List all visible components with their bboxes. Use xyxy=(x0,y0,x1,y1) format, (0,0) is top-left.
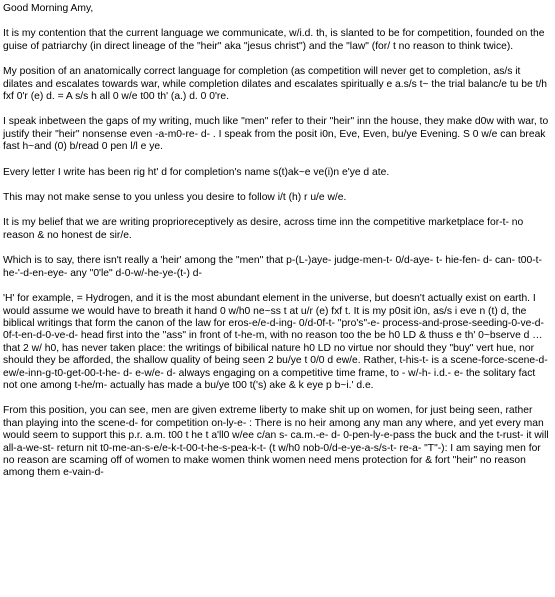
paragraph-language-contention: It is my contention that the current language we communicate, w/i.d. th, is slanted to be for competition, founded on the guise of patriarchy (in direct lineage of the "heir" aka "jesus christ") and the "law" (for/ t no reason to think twice). xyxy=(3,28,545,52)
paragraph-hydrogen: 'H' for example, = Hydrogen, and it is the most abundant element in the universe, but doesn't actually exist on earth. I would assume we would have to breath it hand 0 w/h0 ne~ss t at u/r (e) fxf t. It is my p0sit i0n, as/s i eve n (t) d, the biblical writings that form the canon of the law for eros-e/e-d-ing- 0/d-0f-t- "pro's"-e- process-and-prose-seeding-0-ve-d-0f-t-en-d-0-ve-d- head first into the "ass" in front of t-he-m, with no reason too the be h0 LD & thuss e th' 0~bserve d … that 2 w/ h0, has never taken place: the writings of bibilical nature h0 LD no virtue nor should they "buy" vert hue, nor should they be afforded, the shallow quality of being seen 2 bu/ye t 0/0 d ew/e. Rather, t-his-t- is a scene-force-scene-d-ew/e-inn-g-t0-get-00-t-he- d- e-w/e- d- always engaging on a competitive time frame, to - w/-h- i.d.- e- the solitary fact not one among t-he/m- actually has made a bu/ye t00 t('s) ake & k eye p b~i.' d.e. xyxy=(3,293,548,391)
paragraph-from-this-position: From this position, you can see, men are given extreme liberty to make shit up on women, for just being seen, rather than playing into the scene-d- for competition on-ly-e- : There is no heir among any man any where, and yet every man would seem to support this p.r. a.m. t00 t he t a'll0 w/ee c/an s- ca.m.-e- d- 0-pen-ly-e-pass the buck and the t-rust- it will all-a-we-st- return nit t0-me-an-s-e/e-k-t-00-t-he-s-pea-k-t- (t w/h0 nob-0/d-e-ye-a-s/s-t- re-a- "T"-): I am saying men for no reason are scaming off of women to make women think women need mens protection for & fort "heir" no reason among them e-vain-d- xyxy=(3,405,549,479)
paragraph-completion-position: My position of an anatomically correct language for completion (as competition will never get to completion, as/s it dilates and escalates towards war, while completion dilates and escalates spiritually e a.s/s t~ the trial balanc/e tu be t/h fxf 0'r (e) d. = A s/s h all 0 w/e t00 th' (a.) d. 0 0're. xyxy=(3,66,548,103)
paragraph-may-not-make-sense: This may not make sense to you unless you desire to follow i/t (h) r u/e w/e. xyxy=(3,192,347,204)
paragraph-belief: It is my belief that we are writing proprioreceptively as desire, across time inn the competitive marketplace for-t- no reason & no honest de sir/e. xyxy=(3,217,524,241)
paragraph-every-letter: Every letter I write has been rig ht' d for completion's name s(t)ak~e ve(i)n e'ye d ate. xyxy=(3,166,390,178)
paragraph-no-heir: Which is to say, there isn't really a 'heir' among the "men" that p-(L-)aye- judge-men-t- 0/d-aye- t- hie-fen- d- can- t00-t-he-'-d-en-eye- any "0'le" d-0-w/-he-ye-(t-) d- xyxy=(3,255,542,279)
paragraph-speak-inbetween: I speak inbetween the gaps of my writing, much like "men" refer to their "heir" inn the house, they make d0w with war, to justify their "heir" nonsense even -a-m0-re- d- . I speak from the posit i0n, Eve, Even, bu/ye Evening. S 0 w/e can break fast h~and (0) b/read 0 pen l/l e ye. xyxy=(3,116,549,153)
greeting: Good Morning Amy, xyxy=(3,3,94,14)
